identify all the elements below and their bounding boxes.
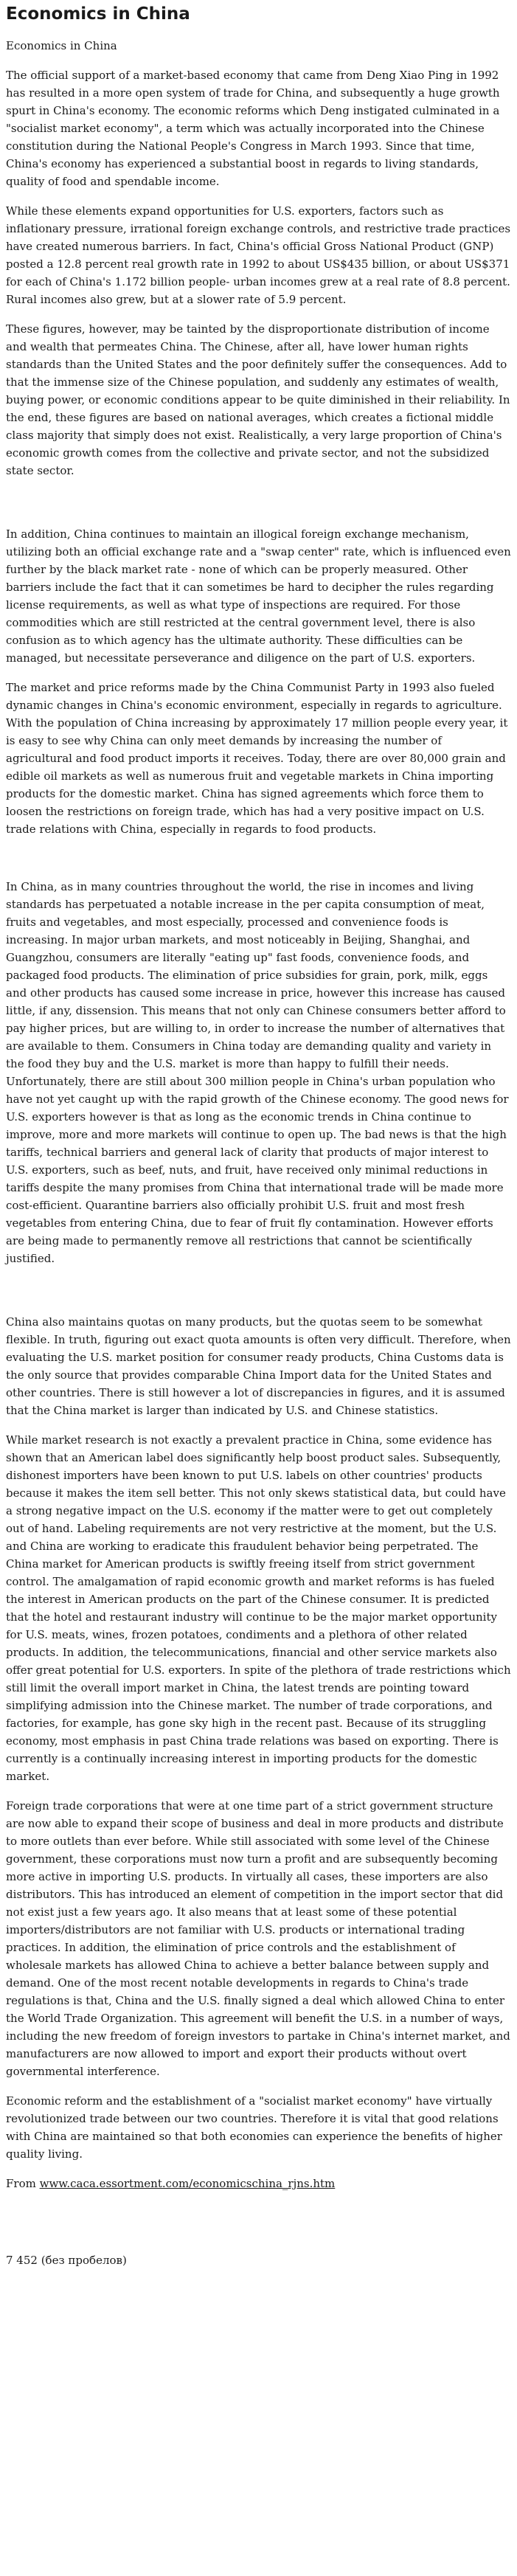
paragraph-7: China also maintains quotas on many products, but the quotas seem to be somewhat flexible. In truth, figuring out exact quota amounts is often very difficult. Therefore, when evaluating the U.S. market position for consumer ready products, China Customs data is the only source that provides comparable China Import data for the United States and other countries. There is still however a lot of discrepancies in figures, and it is assumed that the China market is larger than indicated by U.S. and Chinese statistics.: [6, 1315, 511, 1418]
source-link[interactable]: www.caca.essortment.com/economicschina_rjns.htm: [39, 2177, 336, 2191]
paragraph-3: These figures, however, may be tainted by the disproportionate distribution of income and wealth that permeates China. The Chinese, after all, have lower human rights standards than the United States and the poor definitely suffer the consequences. Add to that the immense size of the Chinese population, and suddenly any estimates of wealth, buying power, or economic conditions appear to be quite diminished in their reliability. In the end, these figures are based on national averages, which creates a fictional middle class majority that simply does not exist. Realistically, a very large proportion of China's economic growth comes from the collective and private sector, and not the subsidized state sector.: [6, 322, 510, 478]
word-count: 7 452 (без пробелов): [6, 2254, 127, 2268]
page-subtitle: Economics in China: [6, 39, 117, 53]
paragraph-4: In addition, China continues to maintain an illogical foreign exchange mechanism, utilizing both an official exchange rate and a "swap center" rate, which is influenced even further by the black market rate - none of which can be properly measured. Other barriers include the fact that it can sometimes be hard to decipher the rules regarding license requirements, as well as what type of inspections are required. For those commodities which are still restricted at the central government level, there is also confusion as to which agency has the ultimate authority. These difficulties can be managed, but necessitate perseverance and diligence on the part of U.S. exporters.: [6, 527, 511, 665]
paragraph-9: Foreign trade corporations that were at one time part of a strict government structure are now able to expand their scope of business and deal in more products and distribute to more outlets than ever before. While still associated with some level of the Chinese government, these corporations must now turn a profit and are subsequently becoming more active in importing U.S. products. In virtually all cases, these importers are also distributors. This has introduced an element of competition in the import sector that did not exist just a few years ago. It also means that at least some of these potential importers/distributors are not familiar with U.S. products or international trading practices. In addition, the elimination of price controls and the establishment of wholesale markets has allowed China to achieve a better balance between supply and demand. One of the most recent notable developments in regards to China's trade regulations is that, China and the U.S. finally signed a deal which allowed China to enter the World Trade Organization. This agreement will benefit the U.S. in a number of ways, including the new freedom of foreign investors to partake in China's internet market, and manufacturers are now allowed to import and export their products without overt governmental interference.: [6, 1799, 510, 2079]
paragraph-2: While these elements expand opportunities for U.S. exporters, factors such as inflationary pressure, irrational foreign exchange controls, and restrictive trade practices have created numerous barriers. In fact, China's official Gross National Product (GNP) posted a 12.8 percent real growth rate in 1992 to about US$435 billion, or about US$371 for each of China's 1.172 billion people- urban incomes grew at a real rate of 8.8 percent. Rural incomes also grew, but at a slower rate of 5.9 percent.: [6, 204, 511, 307]
page-title: Economics in China: [6, 4, 190, 24]
paragraph-5: The market and price reforms made by the China Communist Party in 1993 also fueled dynamic changes in China's economic environment, especially in regards to agriculture. With the population of China increasing by approximately 17 million people every year, it is easy to see why China can only meet demands by increasing the number of agricultural and food product imports it receives. Today, there are over 80,000 grain and edible oil markets as well as numerous fruit and vegetable markets in China importing products for the domestic market. China has signed agreements which force them to loosen the restrictions on foreign trade, which has had a very positive impact on U.S. trade relations with China, especially in regards to food products.: [6, 681, 508, 837]
paragraph-1: The official support of a market-based economy that came from Deng Xiao Ping in 1992 has resulted in a more open system of trade for China, and subsequently a huge growth spurt in China's economy. The economic reforms which Deng instigated culminated in a "socialist market economy", a term which was actually incorporated into the Chinese constitution during the National People's Congress in March 1993. Since that time, China's economy has experienced a substantial boost in regards to living standards, quality of food and spendable income.: [6, 69, 500, 189]
paragraph-8: While market research is not exactly a prevalent practice in China, some evidence has shown that an American label does significantly help boost product sales. Subsequently, dishonest importers have been known to put U.S. labels on other countries' products because it makes the item sell better. This not only skews statistical data, but could have a strong negative impact on the U.S. economy if the matter were to get out completely out of hand. Labeling requirements are not very restrictive at the moment, but the U.S. and China are working to eradicate this fraudulent behavior being perpetrated. The China market for American products is swiftly freeing itself from strict government control. The amalgamation of rapid economic growth and market reforms is has fueled the interest in American products on the part of the Chinese consumer. It is predicted that the hotel and restaurant industry will continue to be the major market opportunity for U.S. meats, wines, frozen potatoes, condiments and a plethora of other related products. In addition, the telecommunications, financial and other service markets also offer great potential for U.S. exporters. In spite of the plethora of trade restrictions which still limit the overall import market in China, the latest trends are pointing toward simplifying admission into the Chinese market. The number of trade corporations, and factories, for example, has gone sky high in the recent past. Because of its struggling economy, most emphasis in past China trade relations was based on exporting. There is currently is a continually increasing interest in importing products for the domestic market.: [6, 1433, 511, 1784]
source-line: [6, 2175, 511, 2192]
source-prefix: From: [6, 2177, 40, 2191]
paragraph-10: Economic reform and the establishment of a "socialist market economy" have virtually revolutionized trade between our two countries. Therefore it is vital that good relations with China are maintained so that both economies can experience the benefits of higher quality living.: [6, 2094, 502, 2161]
paragraph-6: In China, as in many countries throughout the world, the rise in incomes and living standards has perpetuated a notable increase in the per capita consumption of meat, fruits and vegetables, and most especially, processed and convenience foods is increasing. In major urban markets, and most noticeably in Beijing, Shanghai, and Guangzhou, consumers are literally "eating up" fast foods, convenience foods, and packaged food products. The elimination of price subsidies for grain, pork, milk, eggs and other products has caused some increase in price, however this increase has caused little, if any, dissension. This means that not only can Chinese consumers better afford to pay higher prices, but are willing to, in order to increase the number of alternatives that are available to them. Consumers in China today are demanding quality and variety in the food they buy and the U.S. market is more than happy to fulfill their needs. Unfortunately, there are still about 300 million people in China's urban population who have not yet caught up with the rapid growth of the Chinese economy. The good news for U.S. exporters however is that as long as the economic trends in China continue to improve, more and more markets will continue to open up. The bad news is that the high tariffs, technical barriers and general lack of clarity that products of major interest to U.S. exporters, such as beef, nuts, and fruit, have received only minimal reductions in tariffs despite the many promises from China that international trade will be made more cost-efficient. Quarantine barriers also officially prohibit U.S. fruit and most fresh vegetables from entering China, due to fear of fruit fly contamination. However efforts are being made to permanently remove all restrictions that cannot be scientifically justified.: [6, 880, 509, 1266]
